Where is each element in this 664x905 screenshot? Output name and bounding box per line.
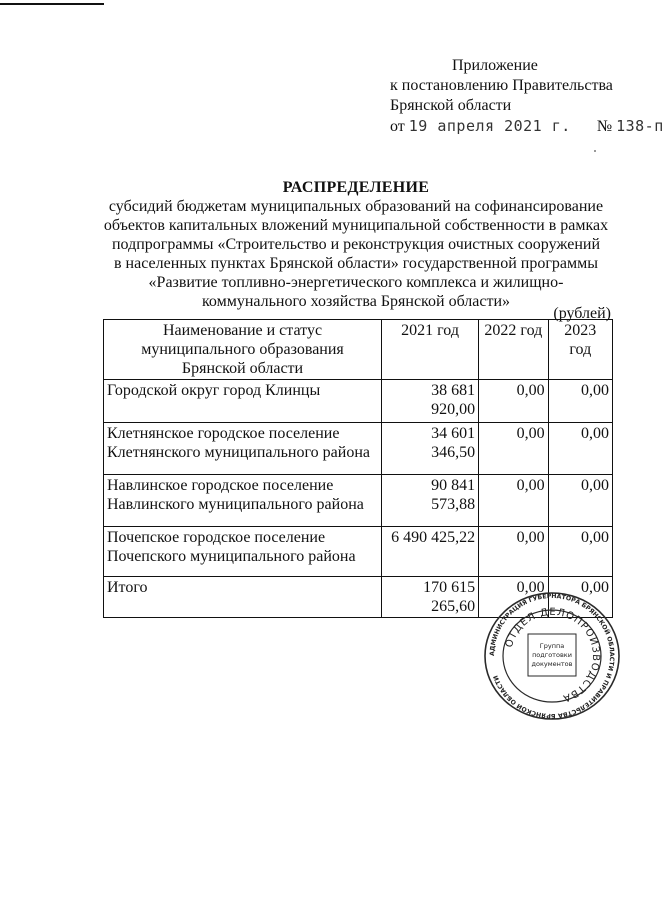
distribution-table (103, 319, 613, 618)
table-header-row (104, 320, 613, 380)
cell-2023: 0,00 (548, 527, 612, 577)
scan-speck (594, 150, 596, 152)
date-value: 19 апреля 2021 г. (408, 117, 571, 135)
stamp-center-line: документов (531, 660, 573, 668)
stamp-center-line: Группа (539, 642, 565, 650)
stamp-center-line: подготовки (532, 651, 572, 659)
heading-line: субсидий бюджетам муниципальных образований на софинансирование (108, 198, 604, 215)
cell-name: Навлинское городское поселение Навлинского муниципального района (104, 475, 382, 527)
appendix-line-1: к постановлению Правительства (390, 77, 613, 94)
heading-title: РАСПРЕДЕЛЕНИЕ (282, 179, 430, 196)
heading-line: коммунального хозяйства Брянской области» (201, 293, 511, 310)
cell-2022: 0,00 (479, 475, 549, 527)
cell-2023: 0,00 (548, 423, 612, 475)
number-label: № (596, 118, 613, 135)
appendix-block (390, 56, 664, 137)
table-row (104, 527, 613, 577)
cell-2022: 0,00 (479, 423, 549, 475)
column-header-name: Наименование и статус муниципального образования Брянской области (104, 320, 382, 380)
heading-line: «Развитие топливно-энергетического комплекса и жилищно- (148, 274, 564, 291)
heading-line: подпрограммы «Строительство и реконструкция очистных сооружений (111, 236, 601, 253)
document-heading (100, 178, 612, 311)
cell-2021: 6 490 425,22 (382, 527, 479, 577)
cell-2022: 0,00 (479, 380, 549, 423)
appendix-title: Приложение (452, 57, 538, 74)
cell-2021: 90 841 573,88 (382, 475, 479, 527)
number-value: 138-п (616, 117, 664, 135)
column-header-2021: 2021 год (382, 320, 479, 380)
cell-2023: 0,00 (548, 475, 612, 527)
heading-line: в населенных пунктах Брянской области» государственной программы (113, 255, 599, 272)
table-row (104, 475, 613, 527)
total-2023: 0,00 (548, 577, 612, 618)
table-row (104, 380, 613, 423)
cell-2023: 0,00 (548, 380, 612, 423)
stamp-outer-text: АДМИНИСТРАЦИЯ ГУБЕРНАТОРА БРЯНСКОЙ ОБЛАСТИ И ПРАВИТЕЛЬСТВА БРЯНСКОЙ ОБЛАСТИ (488, 592, 616, 720)
stamp-middle-text: ОТДЕЛ ДЕЛОПРОИЗВОДСТВА (503, 606, 602, 704)
cell-name: Клетнянское городское поселение Клетнянского муниципального района (104, 423, 382, 475)
unit-label: (рублей) (553, 305, 611, 322)
appendix-dateline (390, 116, 664, 137)
total-2022: 0,00 (479, 577, 549, 618)
column-header-2022: 2022 год (479, 320, 549, 380)
cell-name: Почепское городское поселение Почепского муниципального района (104, 527, 382, 577)
appendix-line-2: Брянской области (390, 97, 512, 114)
date-prefix: от (390, 118, 405, 135)
official-stamp (482, 590, 622, 722)
heading-line: объектов капитальных вложений муниципальной собственности в рамках (103, 217, 609, 234)
table-row (104, 423, 613, 475)
cell-2021: 34 601 346,50 (382, 423, 479, 475)
cell-2022: 0,00 (479, 527, 549, 577)
column-header-2023: 2023 год (548, 320, 612, 380)
corner-rule (0, 3, 104, 5)
total-label: Итого (104, 577, 382, 618)
cell-2021: 38 681 920,00 (382, 380, 479, 423)
total-2021: 170 615 265,60 (382, 577, 479, 618)
cell-name: Городской округ город Клинцы (104, 380, 382, 423)
